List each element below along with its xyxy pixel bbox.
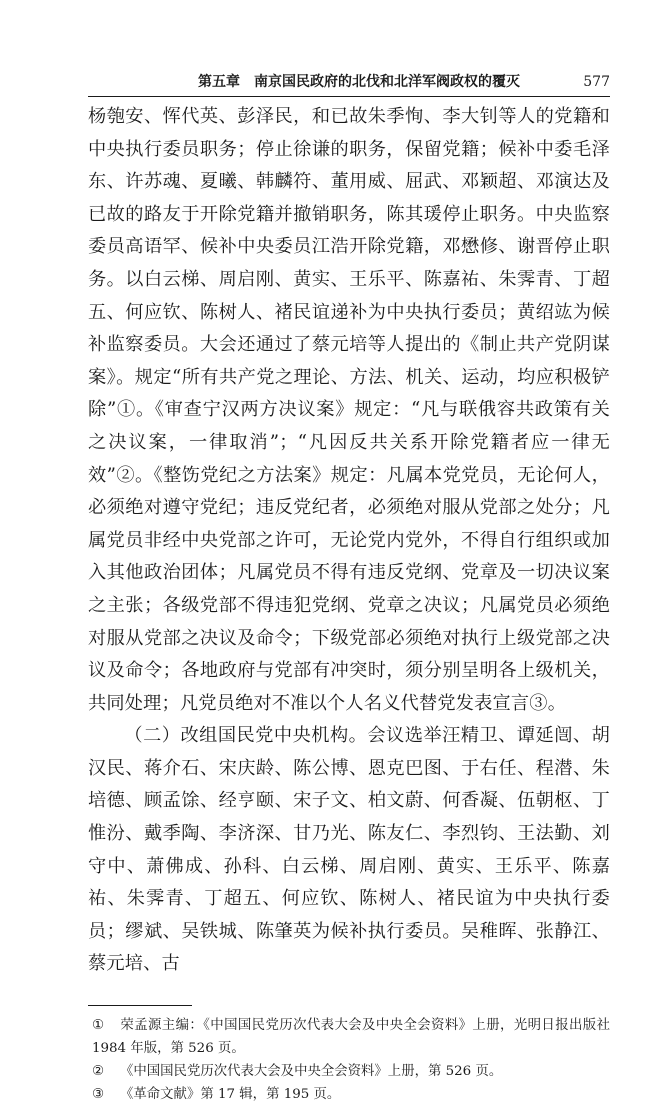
paragraph: 杨匏安、恽代英、彭泽民，和已故朱季恂、李大钊等人的党籍和中央执行委员职务；停止徐谦的职务，保留党籍；候补中委毛泽东、许苏魂、夏曦、韩麟符、董用威、屈武、邓颖超、邓演达及已故的路友于开除党籍并撤销职务，陈其瑗停止职务。中央监察委员高语罕、候补中央委员江浩开除党籍，邓懋修、谢晋停止职务。以白云梯、周启刚、黄实、王乐平、陈嘉祐、朱霁青、丁超五、何应钦、陈树人、褚民谊递补为中央执行委员；黄绍竑为候补监察委员。大会还通过了蔡元培等人提出的《制止共产党阴谋案》。规定“所有共产党之理论、方法、机关、运动，均应积极铲除”①。《审查宁汉两方决议案》规定：“凡与联俄容共政策有关之决议案，一律取消”；“凡因反共关系开除党籍者应一律无效”②。《整饬党纪之方法案》规定：凡属本党党员，无论何人，必须绝对遵守党纪；违反党纪者，必须绝对服从党部之处分；凡属党员非经中央党部之许可，无论党内党外，不得自行组织或加入其他政治团体；凡属党员不得有违反党纲、党章及一切决议案之主张；各级党部不得违犯党纲、党章之决议；凡属党员必须绝对服从党部之决议及命令；下级党部必须绝对执行上级党部之决议及命令；各地政府与党部有冲突时，须分别呈明各上级机关，共同处理；凡党员绝对不准以个人名义代替党发表宣言③。 [88,106,610,714]
footnote [88,1060,610,1083]
footnote [88,1014,610,1060]
running-header [88,70,610,97]
footnote-mark: ② [92,1064,105,1080]
footnote-text: 《中国国民党历次代表大会及中央全会资料》上册，第 526 页。 [120,1064,503,1080]
footnote [88,1083,610,1106]
footnote-divider [88,1005,192,1006]
footnote-mark: ① [92,1018,105,1034]
paragraph: （二）改组国民党中央机构。会议选举汪精卫、谭延闿、胡汉民、蒋介石、宋庆龄、陈公博、恩克巴图、于右任、程潜、朱培德、顾孟馀、经亨颐、宋子文、柏文蔚、何香凝、伍朝枢、丁惟汾、戴季陶、李济深、甘乃光、陈友仁、李烈钧、王法勤、刘守中、萧佛成、孙科、白云梯、周启刚、黄实、王乐平、陈嘉祐、朱霁青、丁超五、何应钦、陈树人、褚民谊为中央执行委员；缪斌、吴铁城、陈肇英为候补执行委员。吴稚晖、张静江、蔡元培、古 [88,725,610,975]
body-text [88,101,610,981]
footnote-text: 荣孟源主编：《中国国民党历次代表大会及中央全会资料》上册，光明日报出版社 1984 年版，第 526 页。 [92,1018,610,1057]
chapter-title: 第五章 南京国民政府的北伐和北洋军阀政权的覆灭 [198,74,520,90]
footnote-mark: ③ [92,1087,105,1103]
footnote-text: 《革命文献》第 17 辑，第 195 页。 [120,1087,341,1103]
footnotes [88,1014,610,1106]
page-number: 577 [583,74,610,90]
